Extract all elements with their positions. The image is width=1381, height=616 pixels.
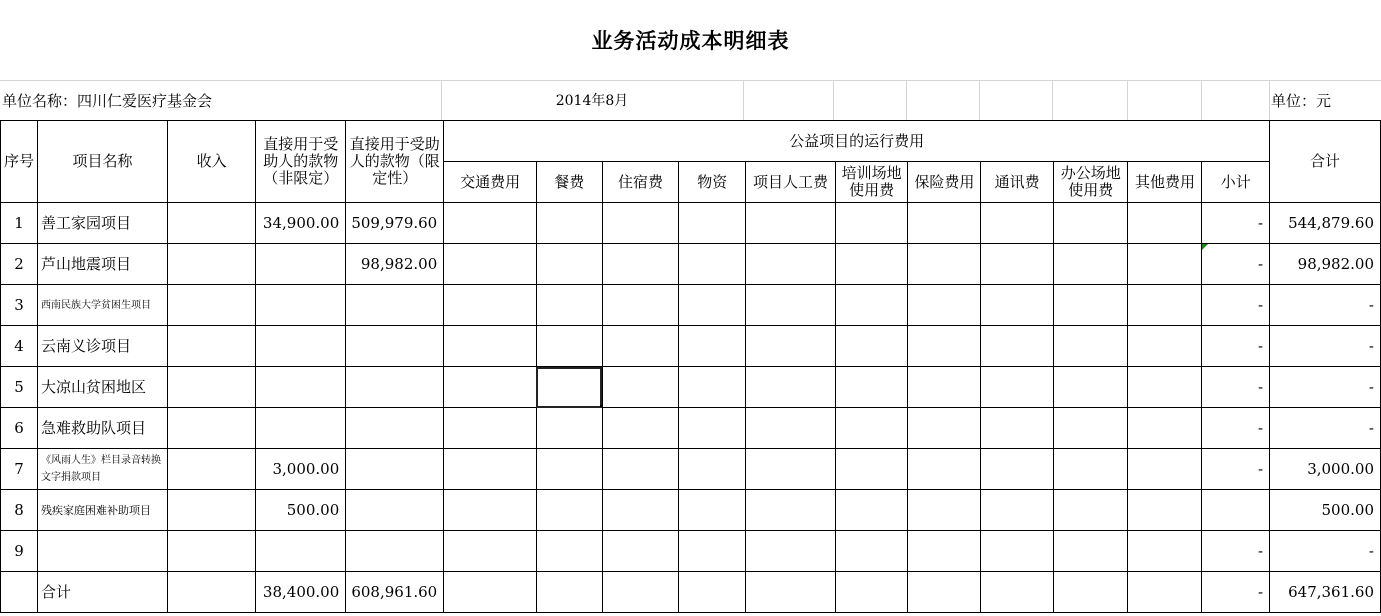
cell-labor[interactable] [746,367,836,408]
cell-direct-unrestricted[interactable] [256,408,346,449]
header-other[interactable]: 其他费用 [1128,162,1202,203]
cell-lodging[interactable] [602,490,679,531]
header-transport[interactable]: 交通费用 [444,162,537,203]
cell-training-venue[interactable] [835,203,907,244]
header-lodging[interactable]: 住宿费 [602,162,679,203]
cell-communication[interactable] [981,285,1054,326]
cell-direct-unrestricted[interactable] [256,326,346,367]
cell-training-venue[interactable] [835,531,907,572]
cell-other[interactable] [1128,490,1202,531]
cell-project-name[interactable]: 《风雨人生》栏目录音转换文字捐款项目 [38,449,168,490]
table-row [1,285,1381,326]
cell-total[interactable]: - [1270,531,1381,572]
cell-office-venue[interactable] [1054,408,1128,449]
cell-meals[interactable] [536,408,602,449]
cell-direct-unrestricted[interactable] [256,244,346,285]
cell-training-venue[interactable] [835,572,907,613]
cell-lodging[interactable] [602,326,679,367]
cell-direct-restricted[interactable] [346,449,444,490]
cell-transport[interactable] [444,367,537,408]
cell-transport[interactable] [444,244,537,285]
cell-income[interactable] [167,572,255,613]
cell-materials[interactable] [679,572,746,613]
cell-income[interactable] [167,531,255,572]
cell-income[interactable] [167,449,255,490]
cell-income[interactable] [167,490,255,531]
cell-total[interactable]: 98,982.00 [1270,244,1381,285]
cell-materials[interactable] [679,285,746,326]
cell-direct-unrestricted[interactable]: 3,000.00 [256,449,346,490]
cell-project-name[interactable]: 芦山地震项目 [38,244,168,285]
table-row [1,203,1381,244]
cell-lodging[interactable] [602,244,679,285]
cell-other[interactable] [1128,285,1202,326]
header-training-venue[interactable]: 培训场地使用费 [835,162,907,203]
cell-subtotal[interactable]: - [1202,367,1270,408]
cell-communication[interactable] [981,367,1054,408]
cell-communication[interactable] [981,449,1054,490]
header-direct-restricted[interactable]: 直接用于受助人的款物（限定性） [346,121,444,203]
cell-seq[interactable]: 2 [1,244,38,285]
cell-subtotal[interactable]: - [1202,203,1270,244]
cell-direct-restricted[interactable] [346,408,444,449]
cell-other[interactable] [1128,326,1202,367]
cell-labor[interactable] [746,572,836,613]
cell-direct-restricted[interactable]: 98,982.00 [346,244,444,285]
cell-office-venue[interactable] [1054,326,1128,367]
cell-labor[interactable] [746,203,836,244]
cell-communication[interactable] [981,408,1054,449]
cell-project-name[interactable]: 残疾家庭困难补助项目 [38,490,168,531]
cell-training-venue[interactable] [835,408,907,449]
cell-total[interactable]: - [1270,367,1381,408]
cell-insurance[interactable] [908,367,981,408]
cell-communication[interactable] [981,531,1054,572]
cell-lodging[interactable] [602,572,679,613]
cell-transport[interactable] [444,285,537,326]
cell-materials[interactable] [679,326,746,367]
cell-subtotal[interactable]: - [1202,326,1270,367]
cell-subtotal[interactable]: - [1202,408,1270,449]
cell-meals[interactable] [536,203,602,244]
cell-seq[interactable] [1,572,38,613]
cell-meals[interactable] [536,244,602,285]
header-subtotal[interactable]: 小计 [1202,162,1270,203]
cell-income[interactable] [167,326,255,367]
cell-subtotal[interactable]: - [1202,449,1270,490]
cell-direct-restricted[interactable]: 509,979.60 [346,203,444,244]
cell-training-venue[interactable] [835,367,907,408]
cell-office-venue[interactable] [1054,531,1128,572]
cell-direct-restricted[interactable] [346,531,444,572]
cell-seq[interactable]: 7 [1,449,38,490]
cell-labor[interactable] [746,490,836,531]
cell-meals[interactable] [536,531,602,572]
cell-meals[interactable] [536,490,602,531]
table-row [1,367,1381,408]
cell-meals[interactable] [536,285,602,326]
cell-income[interactable] [167,408,255,449]
cell-direct-unrestricted[interactable] [256,531,346,572]
cell-materials[interactable] [679,367,746,408]
cell-other[interactable] [1128,531,1202,572]
cell-insurance[interactable] [908,572,981,613]
fill-handle[interactable] [600,405,603,408]
cell-transport[interactable] [444,449,537,490]
cell-project-name[interactable]: 善工家园项目 [38,203,168,244]
table-row [1,244,1381,285]
cell-total[interactable]: - [1270,285,1381,326]
cell-subtotal[interactable] [1202,490,1270,531]
cell-labor[interactable] [746,244,836,285]
cell-lodging[interactable] [602,203,679,244]
cell-training-venue[interactable] [835,490,907,531]
cell-lodging[interactable] [602,367,679,408]
cell-subtotal[interactable]: - [1202,244,1270,285]
cell-seq[interactable]: 1 [1,203,38,244]
cell-training-venue[interactable] [835,285,907,326]
cell-lodging[interactable] [602,285,679,326]
cell-seq[interactable]: 9 [1,531,38,572]
cell-total[interactable]: - [1270,326,1381,367]
cell-other[interactable] [1128,572,1202,613]
cell-training-venue[interactable] [835,244,907,285]
header-direct-unrestricted[interactable]: 直接用于受助人的款物（非限定） [256,121,346,203]
cell-seq[interactable]: 8 [1,490,38,531]
header-insurance[interactable]: 保险费用 [908,162,981,203]
cell-office-venue[interactable] [1054,244,1128,285]
cell-direct-unrestricted[interactable]: 500.00 [256,490,346,531]
cell-project-name[interactable]: 西南民族大学贫困生项目 [38,285,168,326]
header-project-name[interactable]: 项目名称 [38,121,168,203]
cell-meals[interactable] [536,326,602,367]
cell-labor[interactable] [746,326,836,367]
cost-detail-table [0,120,1381,613]
cell-project-name[interactable]: 急难救助队项目 [38,408,168,449]
cell-income[interactable] [167,203,255,244]
cell-direct-unrestricted[interactable] [256,285,346,326]
cell-communication[interactable] [981,244,1054,285]
table-row [1,326,1381,367]
header-communication[interactable]: 通讯费 [981,162,1054,203]
cell-other[interactable] [1128,408,1202,449]
table-row [1,408,1381,449]
cell-insurance[interactable] [908,449,981,490]
cell-direct-unrestricted[interactable] [256,367,346,408]
org-name-label: 单位名称：四川仁爱医疗基金会 [2,91,213,110]
cell-transport[interactable] [444,203,537,244]
cell-materials[interactable] [679,449,746,490]
cell-total[interactable]: 647,361.60 [1270,572,1381,613]
cell-insurance[interactable] [908,285,981,326]
header-total[interactable]: 合计 [1270,121,1381,203]
cell-transport[interactable] [444,572,537,613]
cell-communication[interactable] [981,490,1054,531]
cell-office-venue[interactable] [1054,490,1128,531]
header-operating-costs[interactable]: 公益项目的运行费用 [444,121,1270,162]
cell-materials[interactable] [679,531,746,572]
cell-transport[interactable] [444,531,537,572]
cell-labor[interactable] [746,285,836,326]
cell-insurance[interactable] [908,490,981,531]
cell-insurance[interactable] [908,326,981,367]
cell-insurance[interactable] [908,531,981,572]
cell-project-name[interactable]: 云南义诊项目 [38,326,168,367]
cell-seq[interactable]: 5 [1,367,38,408]
cell-direct-restricted[interactable] [346,490,444,531]
total-row [1,572,1381,613]
cell-materials[interactable] [679,244,746,285]
cell-project-name[interactable]: 大凉山贫困地区 [38,367,168,408]
cell-seq[interactable]: 6 [1,408,38,449]
cell-meals-selected[interactable] [536,367,602,408]
cell-labor[interactable] [746,531,836,572]
cell-income[interactable] [167,285,255,326]
cell-training-venue[interactable] [835,449,907,490]
cell-other[interactable] [1128,367,1202,408]
cell-meals[interactable] [536,449,602,490]
cell-lodging[interactable] [602,449,679,490]
cell-insurance[interactable] [908,408,981,449]
cell-office-venue[interactable] [1054,449,1128,490]
cell-income[interactable] [167,244,255,285]
cell-income[interactable] [167,367,255,408]
cell-insurance[interactable] [908,244,981,285]
table-row [1,449,1381,490]
cell-direct-restricted[interactable] [346,367,444,408]
cell-direct-unrestricted[interactable]: 38,400.00 [256,572,346,613]
cell-materials[interactable] [679,408,746,449]
cell-communication[interactable] [981,203,1054,244]
header-row-top [1,121,1381,162]
table-row [1,531,1381,572]
cell-communication[interactable] [981,326,1054,367]
sheet-title: 业务活动成本明细表 [591,28,790,53]
cell-meals[interactable] [536,572,602,613]
cell-office-venue[interactable] [1054,367,1128,408]
cell-transport[interactable] [444,408,537,449]
header-labor[interactable]: 项目人工费 [746,162,836,203]
period-label: 2014年8月 [555,93,629,109]
unit-label: 单位：元 [1271,91,1332,110]
header-income[interactable]: 收入 [167,121,255,203]
cell-transport[interactable] [444,490,537,531]
cell-transport[interactable] [444,326,537,367]
cell-total[interactable]: 544,879.60 [1270,203,1381,244]
cell-total[interactable]: - [1270,408,1381,449]
header-meals[interactable]: 餐费 [536,162,602,203]
cell-direct-restricted[interactable] [346,285,444,326]
cell-insurance[interactable] [908,203,981,244]
cell-direct-restricted[interactable] [346,326,444,367]
cell-lodging[interactable] [602,408,679,449]
header-seq[interactable]: 序号 [1,121,38,203]
cell-labor[interactable] [746,449,836,490]
cell-labor[interactable] [746,408,836,449]
cell-office-venue[interactable] [1054,572,1128,613]
cell-materials[interactable] [679,203,746,244]
cell-project-name[interactable] [38,531,168,572]
cell-communication[interactable] [981,572,1054,613]
header-office-venue[interactable]: 办公场地使用费 [1054,162,1128,203]
cell-subtotal[interactable]: - [1202,531,1270,572]
cell-subtotal[interactable]: - [1202,572,1270,613]
cell-direct-restricted[interactable]: 608,961.60 [346,572,444,613]
cell-lodging[interactable] [602,531,679,572]
cell-project-name[interactable]: 合计 [38,572,168,613]
header-materials[interactable]: 物资 [679,162,746,203]
cell-total[interactable]: 500.00 [1270,490,1381,531]
comment-indicator-icon [1202,244,1208,250]
table-row [1,490,1381,531]
cell-total[interactable]: 3,000.00 [1270,449,1381,490]
cell-other[interactable] [1128,203,1202,244]
cell-direct-unrestricted[interactable]: 34,900.00 [256,203,346,244]
cell-seq[interactable]: 3 [1,285,38,326]
cell-other[interactable] [1128,244,1202,285]
cell-office-venue[interactable] [1054,203,1128,244]
cell-office-venue[interactable] [1054,285,1128,326]
cell-training-venue[interactable] [835,326,907,367]
cell-seq[interactable]: 4 [1,326,38,367]
cell-other[interactable] [1128,449,1202,490]
cell-subtotal[interactable]: - [1202,285,1270,326]
cell-materials[interactable] [679,490,746,531]
